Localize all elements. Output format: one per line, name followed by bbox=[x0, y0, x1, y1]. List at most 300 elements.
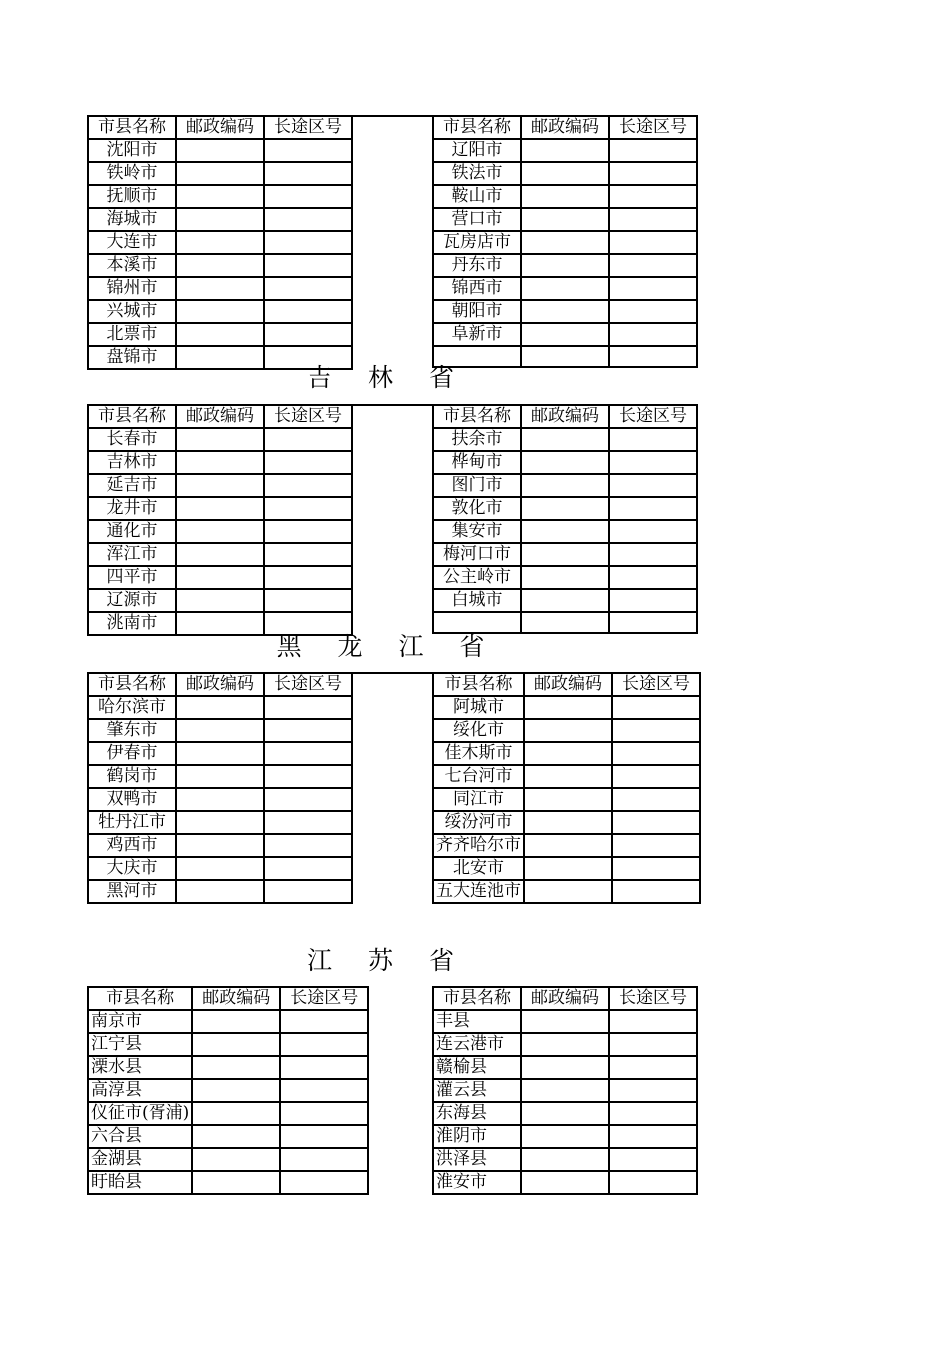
city-cell: 东海县 bbox=[433, 1102, 521, 1125]
table-row bbox=[88, 719, 352, 742]
table-row bbox=[88, 1079, 368, 1102]
code-cell bbox=[524, 857, 612, 880]
code-cell bbox=[521, 1056, 609, 1079]
code-cell bbox=[524, 834, 612, 857]
city-cell: 锦西市 bbox=[433, 277, 521, 300]
area-cell bbox=[609, 589, 697, 612]
province-title-heilongjiang: 黑 龙 江 省 bbox=[276, 632, 499, 661]
area-cell bbox=[609, 231, 697, 254]
area-cell bbox=[609, 451, 697, 474]
area-cell bbox=[609, 1056, 697, 1079]
table-row bbox=[433, 719, 700, 742]
city-cell: 灌云县 bbox=[433, 1079, 521, 1102]
table-row bbox=[433, 162, 697, 185]
code-cell bbox=[521, 543, 609, 566]
table-row bbox=[88, 1125, 368, 1148]
area-cell bbox=[609, 185, 697, 208]
area-cell bbox=[609, 208, 697, 231]
col-header-code: 邮政编码 bbox=[192, 987, 280, 1010]
city-cell: 同江市 bbox=[433, 788, 524, 811]
table-row bbox=[433, 1010, 697, 1033]
col-header-name: 市县名称 bbox=[88, 116, 176, 139]
code-cell bbox=[176, 277, 264, 300]
table-row bbox=[433, 277, 697, 300]
city-cell: 延吉市 bbox=[88, 474, 176, 497]
code-cell bbox=[176, 612, 264, 635]
code-cell bbox=[176, 788, 264, 811]
area-cell bbox=[280, 1171, 368, 1194]
city-cell: 朝阳市 bbox=[433, 300, 521, 323]
code-cell bbox=[521, 300, 609, 323]
table-row bbox=[433, 1171, 697, 1194]
table-row bbox=[433, 612, 697, 633]
city-cell: 白城市 bbox=[433, 589, 521, 612]
area-cell bbox=[264, 474, 352, 497]
code-cell bbox=[176, 589, 264, 612]
area-cell bbox=[609, 1010, 697, 1033]
code-cell bbox=[176, 451, 264, 474]
city-cell: 本溪市 bbox=[88, 254, 176, 277]
jiangsu-right-table bbox=[432, 986, 698, 1195]
col-header-code: 邮政编码 bbox=[521, 987, 609, 1010]
code-cell bbox=[524, 788, 612, 811]
code-cell bbox=[176, 520, 264, 543]
area-cell bbox=[609, 428, 697, 451]
area-cell bbox=[280, 1148, 368, 1171]
city-cell: 抚顺市 bbox=[88, 185, 176, 208]
table-row bbox=[433, 1033, 697, 1056]
city-cell: 梅河口市 bbox=[433, 543, 521, 566]
city-cell: 肇东市 bbox=[88, 719, 176, 742]
code-cell bbox=[176, 811, 264, 834]
col-header-area: 长途区号 bbox=[609, 987, 697, 1010]
city-cell: 营口市 bbox=[433, 208, 521, 231]
table-row bbox=[433, 520, 697, 543]
table-row bbox=[433, 566, 697, 589]
code-cell bbox=[176, 543, 264, 566]
city-cell: 阿城市 bbox=[433, 696, 524, 719]
area-cell bbox=[280, 1056, 368, 1079]
table-row bbox=[433, 139, 697, 162]
table-row bbox=[88, 589, 352, 612]
table-row bbox=[433, 880, 700, 903]
code-cell bbox=[192, 1148, 280, 1171]
code-cell bbox=[521, 162, 609, 185]
code-cell bbox=[521, 612, 609, 633]
city-cell: 阜新市 bbox=[433, 323, 521, 346]
table-row bbox=[433, 589, 697, 612]
code-cell bbox=[176, 162, 264, 185]
area-cell bbox=[264, 788, 352, 811]
col-header-area: 长途区号 bbox=[609, 116, 697, 139]
table-row bbox=[88, 300, 352, 323]
city-cell: 敦化市 bbox=[433, 497, 521, 520]
table-row bbox=[88, 162, 352, 185]
table-row bbox=[88, 428, 352, 451]
area-cell bbox=[612, 857, 700, 880]
table-row bbox=[88, 1148, 368, 1171]
code-cell bbox=[521, 254, 609, 277]
code-cell bbox=[176, 566, 264, 589]
code-cell bbox=[521, 1125, 609, 1148]
code-cell bbox=[521, 589, 609, 612]
code-cell bbox=[176, 696, 264, 719]
code-cell bbox=[521, 185, 609, 208]
code-cell bbox=[176, 208, 264, 231]
area-cell bbox=[264, 811, 352, 834]
code-cell bbox=[176, 880, 264, 903]
table-row bbox=[88, 834, 352, 857]
area-cell bbox=[609, 520, 697, 543]
city-cell: 集安市 bbox=[433, 520, 521, 543]
city-cell: 鹤岗市 bbox=[88, 765, 176, 788]
code-cell bbox=[192, 1171, 280, 1194]
table-row bbox=[88, 765, 352, 788]
city-cell: 通化市 bbox=[88, 520, 176, 543]
area-cell bbox=[264, 277, 352, 300]
table-row bbox=[88, 788, 352, 811]
province-title-jilin: 吉 林 省 bbox=[307, 363, 468, 392]
city-cell: 北票市 bbox=[88, 323, 176, 346]
area-cell bbox=[609, 1033, 697, 1056]
table-row bbox=[433, 543, 697, 566]
area-cell bbox=[609, 1171, 697, 1194]
code-cell bbox=[176, 719, 264, 742]
code-cell bbox=[524, 696, 612, 719]
city-cell: 仪征市(胥浦) bbox=[88, 1102, 192, 1125]
city-cell: 大庆市 bbox=[88, 857, 176, 880]
table-row bbox=[88, 139, 352, 162]
city-cell bbox=[433, 612, 521, 633]
table-row bbox=[433, 788, 700, 811]
area-cell bbox=[612, 742, 700, 765]
col-header-area: 长途区号 bbox=[609, 405, 697, 428]
table-row bbox=[433, 231, 697, 254]
code-cell bbox=[521, 323, 609, 346]
table-row bbox=[88, 520, 352, 543]
code-cell bbox=[521, 566, 609, 589]
col-header-code: 邮政编码 bbox=[521, 405, 609, 428]
table-row bbox=[433, 811, 700, 834]
city-cell: 绥汾河市 bbox=[433, 811, 524, 834]
table-row bbox=[88, 1033, 368, 1056]
area-cell bbox=[609, 1148, 697, 1171]
city-cell: 公主岭市 bbox=[433, 566, 521, 589]
area-cell bbox=[264, 834, 352, 857]
col-header-name: 市县名称 bbox=[433, 405, 521, 428]
city-cell: 五大连池市 bbox=[433, 880, 524, 903]
code-cell bbox=[524, 742, 612, 765]
col-header-code: 邮政编码 bbox=[176, 673, 264, 696]
col-header-name: 市县名称 bbox=[88, 405, 176, 428]
city-cell: 盘锦市 bbox=[88, 346, 176, 369]
code-cell bbox=[176, 834, 264, 857]
area-cell bbox=[264, 719, 352, 742]
area-cell bbox=[264, 185, 352, 208]
table-row bbox=[88, 277, 352, 300]
table-row bbox=[88, 543, 352, 566]
table-row bbox=[88, 497, 352, 520]
table-row bbox=[433, 834, 700, 857]
code-cell bbox=[176, 474, 264, 497]
table-header-row bbox=[88, 116, 352, 139]
city-cell: 洮南市 bbox=[88, 612, 176, 635]
table-row bbox=[88, 474, 352, 497]
city-cell: 哈尔滨市 bbox=[88, 696, 176, 719]
code-cell bbox=[521, 497, 609, 520]
city-cell: 南京市 bbox=[88, 1010, 192, 1033]
jiangsu-left-table bbox=[87, 986, 369, 1195]
city-cell: 佳木斯市 bbox=[433, 742, 524, 765]
table-gap-line bbox=[346, 115, 432, 117]
code-cell bbox=[524, 880, 612, 903]
code-cell bbox=[176, 742, 264, 765]
table-row bbox=[88, 323, 352, 346]
city-cell: 连云港市 bbox=[433, 1033, 521, 1056]
area-cell bbox=[609, 612, 697, 633]
table-row bbox=[433, 765, 700, 788]
city-cell: 江宁县 bbox=[88, 1033, 192, 1056]
city-cell: 吉林市 bbox=[88, 451, 176, 474]
table-header-row bbox=[433, 987, 697, 1010]
city-cell: 兴城市 bbox=[88, 300, 176, 323]
code-cell bbox=[192, 1010, 280, 1033]
city-cell: 桦甸市 bbox=[433, 451, 521, 474]
city-cell: 丹东市 bbox=[433, 254, 521, 277]
area-cell bbox=[264, 139, 352, 162]
city-cell: 辽阳市 bbox=[433, 139, 521, 162]
area-cell bbox=[280, 1033, 368, 1056]
table-row bbox=[433, 428, 697, 451]
city-cell: 大连市 bbox=[88, 231, 176, 254]
area-cell bbox=[264, 696, 352, 719]
area-cell bbox=[609, 497, 697, 520]
area-cell bbox=[609, 543, 697, 566]
area-cell bbox=[612, 765, 700, 788]
city-cell: 溧水县 bbox=[88, 1056, 192, 1079]
table-row bbox=[88, 1171, 368, 1194]
table-row bbox=[433, 497, 697, 520]
code-cell bbox=[524, 719, 612, 742]
table-row bbox=[88, 231, 352, 254]
table-row bbox=[88, 857, 352, 880]
col-header-name: 市县名称 bbox=[88, 673, 176, 696]
area-cell bbox=[264, 231, 352, 254]
table-row bbox=[88, 254, 352, 277]
table-row bbox=[88, 566, 352, 589]
area-cell bbox=[280, 1102, 368, 1125]
code-cell bbox=[176, 765, 264, 788]
area-cell bbox=[280, 1125, 368, 1148]
col-header-name: 市县名称 bbox=[433, 987, 521, 1010]
code-cell bbox=[521, 1010, 609, 1033]
col-header-code: 邮政编码 bbox=[176, 405, 264, 428]
area-cell bbox=[264, 497, 352, 520]
code-cell bbox=[176, 497, 264, 520]
col-header-area: 长途区号 bbox=[264, 116, 352, 139]
table-row bbox=[88, 742, 352, 765]
city-cell: 洪泽县 bbox=[433, 1148, 521, 1171]
city-cell: 牡丹江市 bbox=[88, 811, 176, 834]
code-cell bbox=[521, 1148, 609, 1171]
area-cell bbox=[612, 696, 700, 719]
heilongjiang-right-table bbox=[432, 672, 701, 904]
city-cell: 锦州市 bbox=[88, 277, 176, 300]
table-row bbox=[88, 208, 352, 231]
table-row bbox=[433, 857, 700, 880]
table-row bbox=[433, 1148, 697, 1171]
table-row bbox=[88, 696, 352, 719]
table-row bbox=[88, 880, 352, 903]
area-cell bbox=[609, 323, 697, 346]
col-header-name: 市县名称 bbox=[88, 987, 192, 1010]
col-header-area: 长途区号 bbox=[280, 987, 368, 1010]
table-row bbox=[433, 208, 697, 231]
code-cell bbox=[521, 231, 609, 254]
city-cell: 齐齐哈尔市 bbox=[433, 834, 524, 857]
area-cell bbox=[264, 765, 352, 788]
table-row bbox=[433, 451, 697, 474]
code-cell bbox=[521, 474, 609, 497]
code-cell bbox=[176, 185, 264, 208]
city-cell: 高淳县 bbox=[88, 1079, 192, 1102]
code-cell bbox=[176, 428, 264, 451]
table-row bbox=[433, 254, 697, 277]
code-cell bbox=[521, 139, 609, 162]
table-row bbox=[433, 1102, 697, 1125]
city-cell: 铁法市 bbox=[433, 162, 521, 185]
table-row bbox=[88, 811, 352, 834]
area-cell bbox=[264, 300, 352, 323]
col-header-area: 长途区号 bbox=[612, 673, 700, 696]
area-cell bbox=[264, 428, 352, 451]
code-cell bbox=[521, 428, 609, 451]
table-row bbox=[433, 323, 697, 346]
table-row bbox=[433, 474, 697, 497]
city-cell: 四平市 bbox=[88, 566, 176, 589]
city-cell: 长春市 bbox=[88, 428, 176, 451]
col-header-name: 市县名称 bbox=[433, 673, 524, 696]
col-header-name: 市县名称 bbox=[433, 116, 521, 139]
liaoning-right-table bbox=[432, 115, 698, 368]
city-cell: 沈阳市 bbox=[88, 139, 176, 162]
area-cell bbox=[264, 589, 352, 612]
area-cell bbox=[612, 719, 700, 742]
table-gap-line bbox=[346, 672, 432, 674]
table-row bbox=[433, 300, 697, 323]
city-cell: 七台河市 bbox=[433, 765, 524, 788]
code-cell bbox=[192, 1079, 280, 1102]
city-cell: 铁岭市 bbox=[88, 162, 176, 185]
code-cell bbox=[176, 857, 264, 880]
table-row bbox=[88, 185, 352, 208]
city-cell: 盱眙县 bbox=[88, 1171, 192, 1194]
code-cell bbox=[192, 1125, 280, 1148]
code-cell bbox=[192, 1056, 280, 1079]
area-cell bbox=[612, 788, 700, 811]
city-cell: 海城市 bbox=[88, 208, 176, 231]
area-cell bbox=[264, 451, 352, 474]
col-header-code: 邮政编码 bbox=[524, 673, 612, 696]
area-cell bbox=[264, 543, 352, 566]
jilin-left-table bbox=[87, 404, 353, 636]
city-cell: 辽源市 bbox=[88, 589, 176, 612]
table-row bbox=[433, 742, 700, 765]
area-cell bbox=[264, 323, 352, 346]
city-cell: 黑河市 bbox=[88, 880, 176, 903]
city-cell: 六合县 bbox=[88, 1125, 192, 1148]
code-cell bbox=[524, 765, 612, 788]
area-cell bbox=[264, 742, 352, 765]
table-row bbox=[433, 1125, 697, 1148]
table-header-row bbox=[433, 405, 697, 428]
area-cell bbox=[264, 208, 352, 231]
area-cell bbox=[609, 162, 697, 185]
city-cell: 伊春市 bbox=[88, 742, 176, 765]
code-cell bbox=[521, 208, 609, 231]
table-header-row bbox=[433, 116, 697, 139]
code-cell bbox=[521, 1079, 609, 1102]
col-header-code: 邮政编码 bbox=[521, 116, 609, 139]
city-cell: 鞍山市 bbox=[433, 185, 521, 208]
table-header-row bbox=[88, 987, 368, 1010]
area-cell bbox=[609, 300, 697, 323]
area-cell bbox=[264, 520, 352, 543]
col-header-code: 邮政编码 bbox=[176, 116, 264, 139]
area-cell bbox=[609, 254, 697, 277]
table-row bbox=[88, 1010, 368, 1033]
table-row bbox=[433, 185, 697, 208]
area-cell bbox=[609, 1102, 697, 1125]
city-cell: 鸡西市 bbox=[88, 834, 176, 857]
code-cell bbox=[521, 520, 609, 543]
city-cell: 北安市 bbox=[433, 857, 524, 880]
table-row bbox=[433, 696, 700, 719]
heilongjiang-left-table bbox=[87, 672, 353, 904]
area-cell bbox=[264, 566, 352, 589]
city-cell: 图门市 bbox=[433, 474, 521, 497]
area-cell bbox=[612, 880, 700, 903]
code-cell bbox=[176, 254, 264, 277]
city-cell: 淮安市 bbox=[433, 1171, 521, 1194]
city-cell: 丰县 bbox=[433, 1010, 521, 1033]
area-cell bbox=[609, 566, 697, 589]
area-cell bbox=[264, 857, 352, 880]
area-cell bbox=[609, 474, 697, 497]
code-cell bbox=[176, 300, 264, 323]
area-cell bbox=[609, 139, 697, 162]
code-cell bbox=[176, 323, 264, 346]
table-row bbox=[88, 451, 352, 474]
code-cell bbox=[521, 1033, 609, 1056]
code-cell bbox=[521, 1102, 609, 1125]
city-cell: 双鸭市 bbox=[88, 788, 176, 811]
area-cell bbox=[264, 162, 352, 185]
table-header-row bbox=[88, 673, 352, 696]
area-cell bbox=[609, 277, 697, 300]
city-cell: 龙井市 bbox=[88, 497, 176, 520]
city-cell: 绥化市 bbox=[433, 719, 524, 742]
city-cell: 赣榆县 bbox=[433, 1056, 521, 1079]
city-cell: 金湖县 bbox=[88, 1148, 192, 1171]
area-cell bbox=[280, 1079, 368, 1102]
table-header-row bbox=[88, 405, 352, 428]
province-title-jiangsu: 江 苏 省 bbox=[307, 946, 468, 975]
city-cell: 浑江市 bbox=[88, 543, 176, 566]
table-row bbox=[88, 1102, 368, 1125]
area-cell bbox=[612, 811, 700, 834]
code-cell bbox=[524, 811, 612, 834]
